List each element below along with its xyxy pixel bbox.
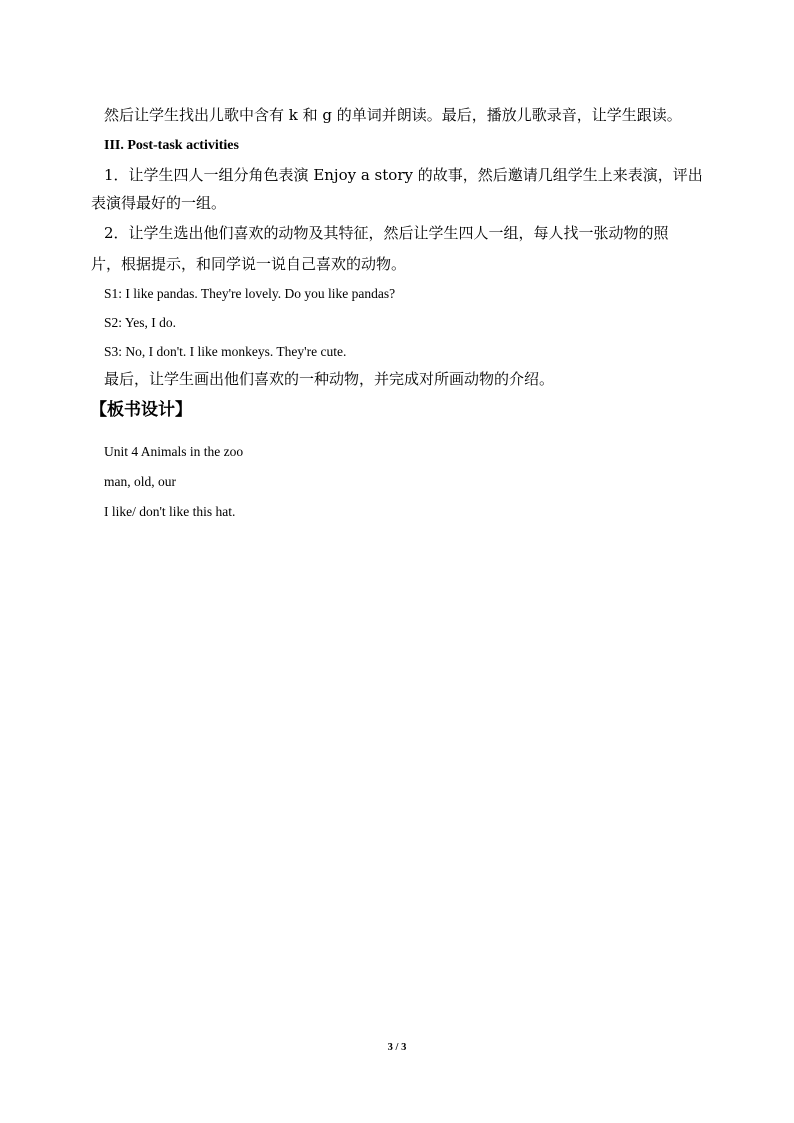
board-line-words: man, old, our [104,474,176,489]
dialog-line-s3: S3: No, I don't. I like monkeys. They're cute. [104,344,347,359]
activity-1-line-1: 1．让学生四人一组分角色表演 Enjoy a story 的故事，然后邀请几组学生上来表演，评出 [104,166,703,184]
activity-2-line-2: 片，根据提示，和同学说一说自己喜欢的动物。 [91,255,407,273]
board-line-unit: Unit 4 Animals in the zoo [104,444,244,459]
board-design-heading: 【板书设计】 [90,400,192,420]
section-title: III. Post-task activities [104,138,239,153]
final-paragraph: 最后，让学生画出他们喜欢的一种动物，并完成对所画动物的介绍。 [104,370,555,388]
activity-1-line-2: 表演得最好的一组。 [91,194,227,212]
activity-2-line-1: 2．让学生选出他们喜欢的动物及其特征，然后让学生四人一组，每人找一张动物的照 [104,224,669,242]
dialog-line-s1: S1: I like pandas. They're lovely. Do you like pandas? [104,286,396,301]
page-number: 3 / 3 [387,1042,407,1053]
board-line-sentence: I like/ don't like this hat. [104,504,236,519]
dialog-line-s2: S2: Yes, I do. [104,315,177,330]
intro-paragraph: 然后让学生找出儿歌中含有 k 和 g 的单词并朗读。最后，播放儿歌录音，让学生跟读。 [104,106,682,124]
